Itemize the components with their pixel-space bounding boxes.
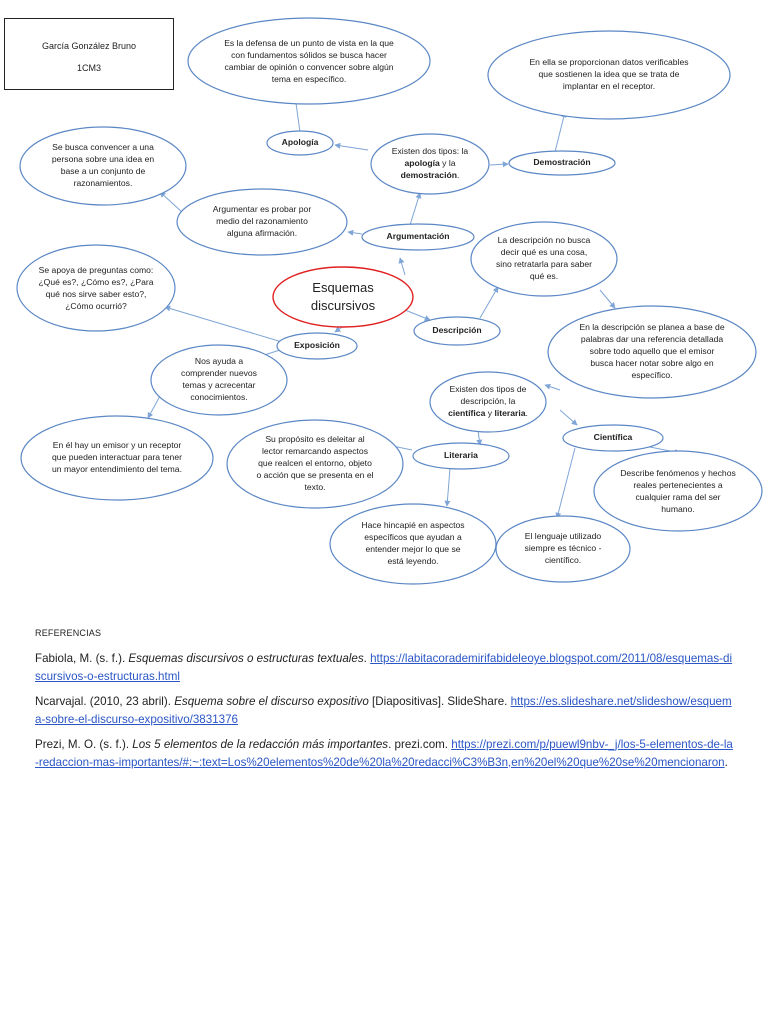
edge-argumentacion-tipos <box>410 193 420 225</box>
edge-tipos-cientifica <box>560 410 577 425</box>
author-name: García González Bruno <box>41 41 137 51</box>
main-topic: Esquemas discursivos <box>310 280 376 313</box>
references-section <box>35 628 735 779</box>
lenguaje-text: El lenguaje utilizado siempre es técnico - científico. <box>524 531 602 565</box>
tipos-argumentacion: Existen dos tipos: la apología y la demostración. <box>391 146 469 180</box>
descripcion-definition: La descripción no busca decir qué es una cosa, sino retratarla para saber qué es. <box>496 235 593 281</box>
tipos-descripcion: Existen dos tipos de descripción, la científica y literaria. <box>448 384 528 418</box>
edge-tipos-apologia <box>335 145 368 150</box>
emisor-text: En él hay un emisor y un receptor que pueden interactuar para tener un mayor entendimiento del tema. <box>52 440 182 474</box>
hincapie-text: Hace hincapié en aspectos específicos que ayudan a entender mejor lo que se está leyendo. <box>361 520 465 566</box>
edge-ayuda-emisor <box>148 396 160 418</box>
edge-cientifica-lenguaje <box>557 448 575 518</box>
descripcion-plan: En la descripción se planea a base de palabras dar una referencia detallada sobre todo aquello que el emisor busca hacer notar sobre algo en específico. <box>579 322 725 380</box>
preguntas-text: Se apoya de preguntas como: ¿Qué es?, ¿Cómo es?, ¿Para qué nos sirve saber esto?, ¿Cómo ocurrió? <box>38 265 154 311</box>
label-literaria: Literaria <box>444 450 478 461</box>
edge-descdef-plan <box>600 290 615 308</box>
reference-item-3: Prezi, M. O. (s. f.). Los 5 elementos de la redacción más importantes. prezi.com. https://prezi.com/p/puewl9nbv-_j/los-5-elementos-de-la-redaccion-mas-importantes/#:~:text=Los%20elementos%20de%20la%20redacci%C3%B3n,en%20el%20que%20se%20mencionaron. <box>35 737 733 769</box>
label-cientifica: Científica <box>593 432 633 443</box>
edge-plan-tipos <box>545 385 560 390</box>
references-heading: REFERENCIAS <box>35 628 102 638</box>
edge-main-descripcion <box>405 310 430 320</box>
reference-link-1[interactable]: https://labitacorademirifabideleoye.blogspot.com/2011/08/esquemas-discursivos-o-estructuras.html <box>35 652 733 683</box>
reference-item-1: Fabiola, M. (s. f.). Esquemas discursivos o estructuras textuales. https://labitacorademirifabideleoye.blogspot.com/2011/08/esquemas-discursivos-o-estructuras.html <box>35 652 733 683</box>
fenomenos-text: Describe fenómenos y hechos reales pertenecientes a cualquier rama del ser humano. <box>620 468 736 514</box>
convencer-text: Se busca convencer a una persona sobre una idea en base a un conjunto de razonamientos. <box>51 142 155 188</box>
label-apologia: Apología <box>281 137 319 148</box>
label-exposicion: Exposición <box>294 340 340 351</box>
edge-descripcion-def <box>480 287 498 318</box>
argumentar-text: Argumentar es probar por medio del razonamiento alguna afirmación. <box>212 204 312 238</box>
demostracion-definition: En ella se proporcionan datos verificables que sostienen la idea que se trata de implantar en el receptor. <box>529 57 689 91</box>
apologia-definition: Es la defensa de un punto de vista en la que con fundamentos sólidos se busca hacer cambiar de opinión o convencer sobre algún tema en específico. <box>224 38 394 84</box>
edge-main-argumentacion <box>400 258 405 275</box>
author-group: 1CM3 <box>76 63 101 73</box>
edge-literaria-hincapie <box>447 468 450 506</box>
reference-link-2[interactable]: https://es.slideshare.net/slideshow/esquema-sobre-el-discurso-expositivo/3831376 <box>35 694 732 726</box>
ayuda-text: Nos ayuda a comprender nuevos temas y acrecentar conocimientos. <box>181 356 257 402</box>
label-demostracion: Demostración <box>533 157 591 168</box>
edge-tipos-demostracion <box>490 164 508 165</box>
edge-argumentacion-argumentar <box>348 232 362 234</box>
deleitar-text: Su propósito es deleitar al lector remarcando aspectos que realcen el entorno, objeto o acción que se presenta en el texto. <box>256 434 374 492</box>
label-descripcion: Descripción <box>432 325 482 336</box>
edge-exposicion-preguntas <box>165 307 282 342</box>
label-argumentacion: Argumentación <box>386 231 450 242</box>
edge-argumentar-convencer <box>160 192 182 212</box>
reference-item-2: Ncarvajal. (2010, 23 abril). Esquema sobre el discurso expositivo [Diapositivas]. SlideShare. https://es.slideshare.net/slideshow/esquema-sobre-el-discurso-expositivo/3831376 <box>35 694 732 726</box>
reference-link-3[interactable]: https://prezi.com/p/puewl9nbv-_j/los-5-elementos-de-la-redaccion-mas-importantes/#:~:text=Los%20elementos%20de%20la%20redacci%C3%B3n,en%20el%20que%20se%20mencionaron <box>35 737 733 769</box>
edge-demostracion-def <box>555 112 565 152</box>
